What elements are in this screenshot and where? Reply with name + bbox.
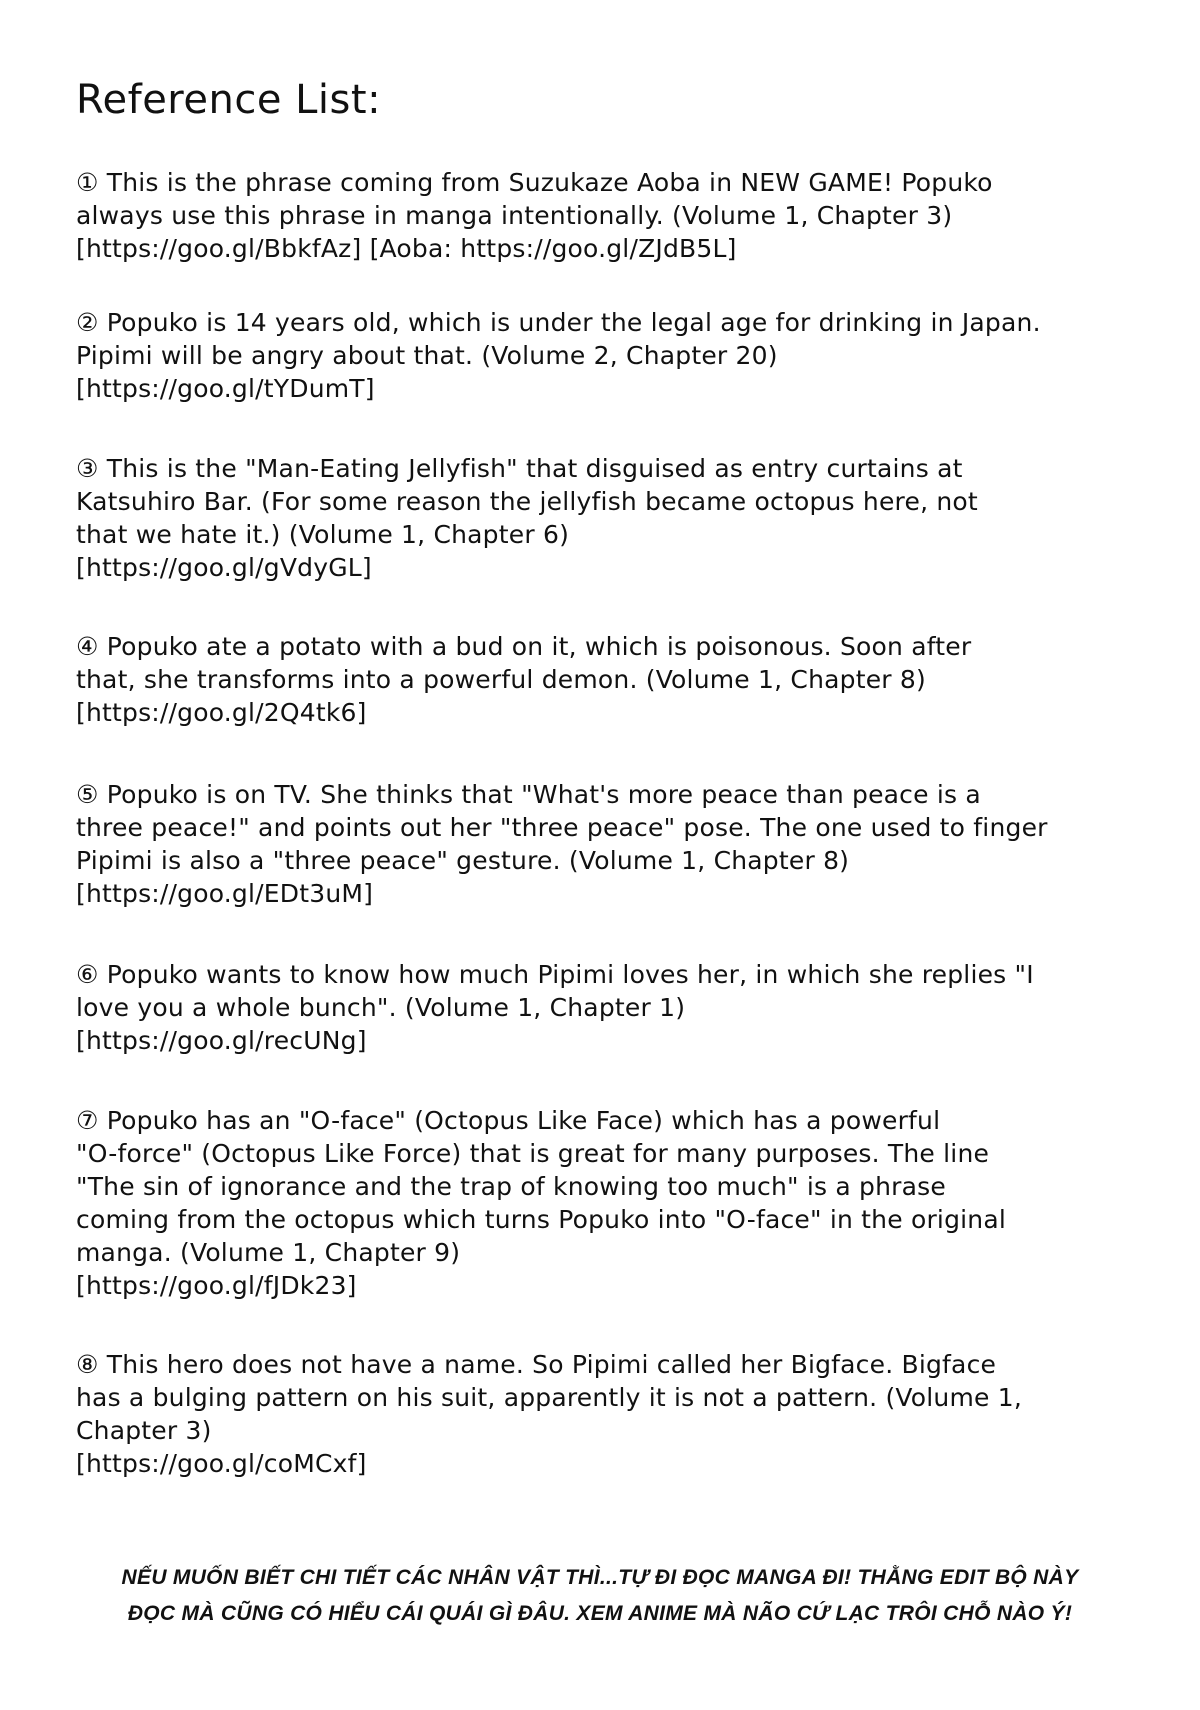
reference-link: [https://goo.gl/EDt3uM] <box>76 879 374 908</box>
reference-item-2 <box>76 306 1136 405</box>
reference-item-7 <box>76 1104 1136 1302</box>
reference-link: [https://goo.gl/gVdyGL] <box>76 553 372 582</box>
reference-line: has a bulging pattern on his suit, apparently it is not a pattern. (Volume 1, <box>76 1383 1022 1412</box>
reference-link: [https://goo.gl/2Q4tk6] <box>76 698 367 727</box>
reference-line: Pipimi will be angry about that. (Volume 2, Chapter 20) <box>76 341 778 370</box>
reference-line: three peace!" and points out her "three peace" pose. The one used to finger <box>76 813 1048 842</box>
reference-line: Katsuhiro Bar. (For some reason the jellyfish became octopus here, not <box>76 487 978 516</box>
reference-link: [https://goo.gl/recUNg] <box>76 1026 367 1055</box>
reference-line: that we hate it.) (Volume 1, Chapter 6) <box>76 520 570 549</box>
reference-item-1 <box>76 166 1136 265</box>
reference-line: ⑤ Popuko is on TV. She thinks that "What's more peace than peace is a <box>76 780 981 809</box>
reference-line: ① This is the phrase coming from Suzukaze Aoba in NEW GAME! Popuko <box>76 168 993 197</box>
reference-item-3 <box>76 452 1136 584</box>
reference-link: [https://goo.gl/tYDumT] <box>76 374 375 403</box>
reference-link: [https://goo.gl/BbkfAz] [Aoba: https://goo.gl/ZJdB5L] <box>76 234 737 263</box>
reference-link: [https://goo.gl/coMCxf] <box>76 1449 367 1478</box>
reference-line: ⑧ This hero does not have a name. So Pipimi called her Bigface. Bigface <box>76 1350 997 1379</box>
translator-note-line-1: NẾU MUỐN BIẾT CHI TIẾT CÁC NHÂN VẬT THÌ...TỰ ĐI ĐỌC MANGA ĐI! THẰNG EDIT BỘ NÀY <box>121 1566 1079 1589</box>
reference-line: ⑦ Popuko has an "O-face" (Octopus Like Face) which has a powerful <box>76 1106 941 1135</box>
reference-line: "O-force" (Octopus Like Force) that is great for many purposes. The line <box>76 1139 990 1168</box>
reference-line: that, she transforms into a powerful demon. (Volume 1, Chapter 8) <box>76 665 926 694</box>
reference-link: [https://goo.gl/fJDk23] <box>76 1271 357 1300</box>
reference-item-8 <box>76 1348 1136 1480</box>
reference-line: ② Popuko is 14 years old, which is under the legal age for drinking in Japan. <box>76 308 1041 337</box>
translator-note-line-2: ĐỌC MÀ CŨNG CÓ HIỂU CÁI QUÁI GÌ ĐÂU. XEM ANIME MÀ NÃO CỨ LẠC TRÔI CHỖ NÀO Ý! <box>127 1602 1073 1625</box>
page-title: Reference List: <box>76 77 382 123</box>
reference-line: "The sin of ignorance and the trap of knowing too much" is a phrase <box>76 1172 946 1201</box>
reference-line: ③ This is the "Man-Eating Jellyfish" that disguised as entry curtains at <box>76 454 963 483</box>
reference-item-6 <box>76 958 1136 1057</box>
translator-note <box>60 1560 1140 1632</box>
reference-line: always use this phrase in manga intentionally. (Volume 1, Chapter 3) <box>76 201 953 230</box>
reference-line: ④ Popuko ate a potato with a bud on it, which is poisonous. Soon after <box>76 632 972 661</box>
reference-line: manga. (Volume 1, Chapter 9) <box>76 1238 461 1267</box>
reference-line: love you a whole bunch". (Volume 1, Chapter 1) <box>76 993 686 1022</box>
reference-line: Chapter 3) <box>76 1416 212 1445</box>
reference-line: ⑥ Popuko wants to know how much Pipimi loves her, in which she replies "I <box>76 960 1034 989</box>
reference-item-5 <box>76 778 1136 910</box>
reference-line: coming from the octopus which turns Popuko into "O-face" in the original <box>76 1205 1007 1234</box>
reference-line: Pipimi is also a "three peace" gesture. (Volume 1, Chapter 8) <box>76 846 850 875</box>
reference-item-4 <box>76 630 1136 729</box>
